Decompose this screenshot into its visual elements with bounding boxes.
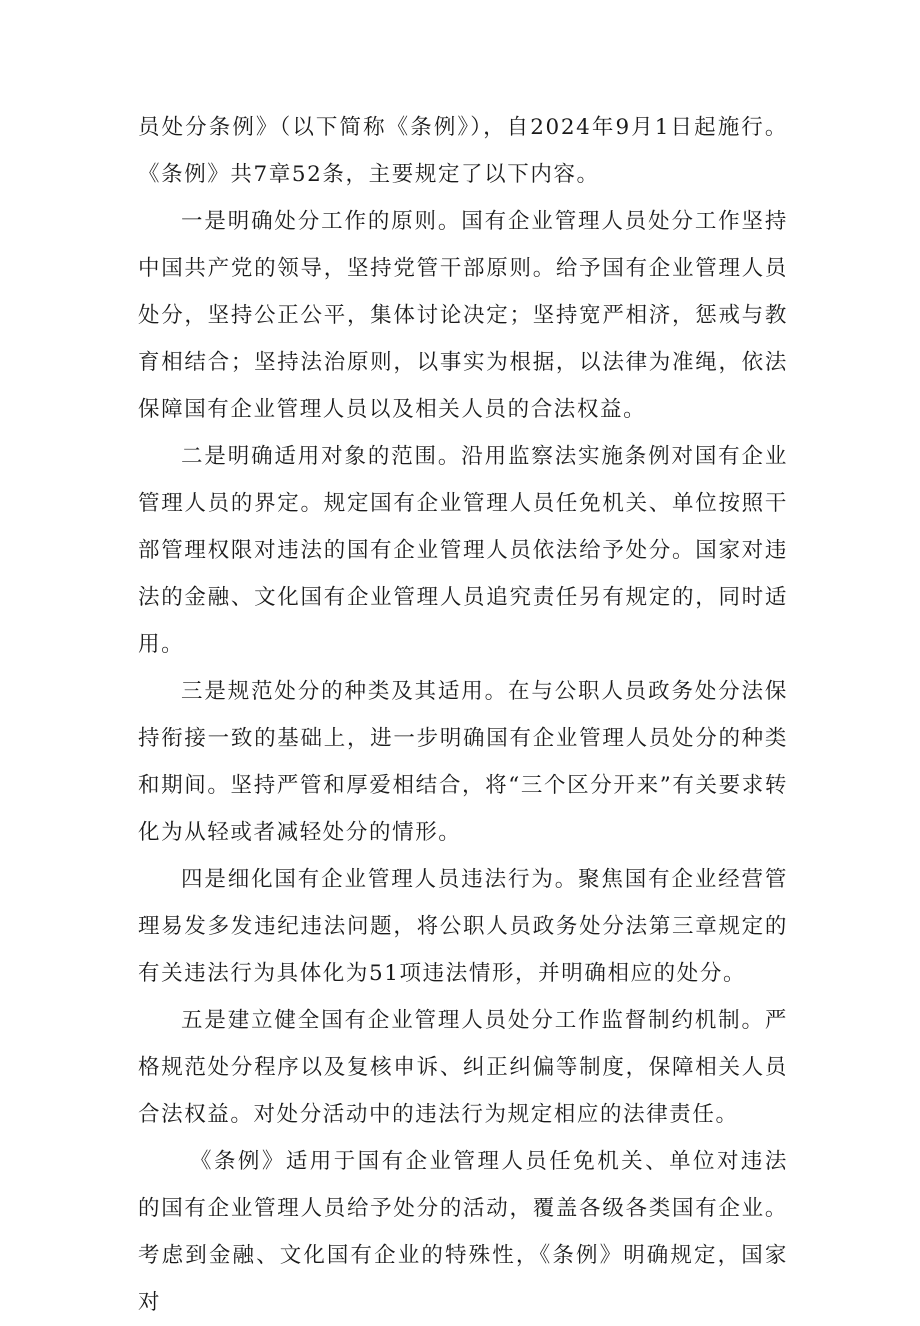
document-body bbox=[138, 104, 788, 1326]
paragraph-supervision: 五是建立健全国有企业管理人员处分工作监督制约机制。严格规范处分程序以及复核申诉、纠正纠偏等制度，保障相关人员合法权益。对处分活动中的违法行为规定相应的法律责任。 bbox=[138, 1008, 788, 1127]
paragraph-types: 三是规范处分的种类及其适用。在与公职人员政务处分法保持衔接一致的基础上，进一步明确国有企业管理人员处分的种类和期间。坚持严管和厚爱相结合，将“三个区分开来”有关要求转化为从轻或者减轻处分的情形。 bbox=[138, 679, 788, 845]
paragraph-intro-continuation: 员处分条例》（以下简称《条例》），自2024年9月1日起施行。《条例》共7章52条，主要规定了以下内容。 bbox=[138, 115, 788, 187]
paragraph-scope: 二是明确适用对象的范围。沿用监察法实施条例对国有企业管理人员的界定。规定国有企业管理人员任免机关、单位按照干部管理权限对违法的国有企业管理人员依法给予处分。国家对违法的金融、文化国有企业管理人员追究责任另有规定的，同时适用。 bbox=[138, 444, 788, 657]
paragraph-applicability: 《条例》适用于国有企业管理人员任免机关、单位对违法的国有企业管理人员给予处分的活动，覆盖各级各类国有企业。考虑到金融、文化国有企业的特殊性，《条例》明确规定，国家对 bbox=[138, 1149, 788, 1315]
paragraph-principles: 一是明确处分工作的原则。国有企业管理人员处分工作坚持中国共产党的领导，坚持党管干部原则。给予国有企业管理人员处分，坚持公正公平，集体讨论决定；坚持宽严相济，惩戒与教育相结合；坚持法治原则，以事实为根据，以法律为准绳，依法保障国有企业管理人员以及相关人员的合法权益。 bbox=[138, 209, 788, 422]
paragraph-violations: 四是细化国有企业管理人员违法行为。聚焦国有企业经营管理易发多发违纪违法问题，将公职人员政务处分法第三章规定的有关违法行为具体化为51项违法情形，并明确相应的处分。 bbox=[138, 867, 788, 986]
